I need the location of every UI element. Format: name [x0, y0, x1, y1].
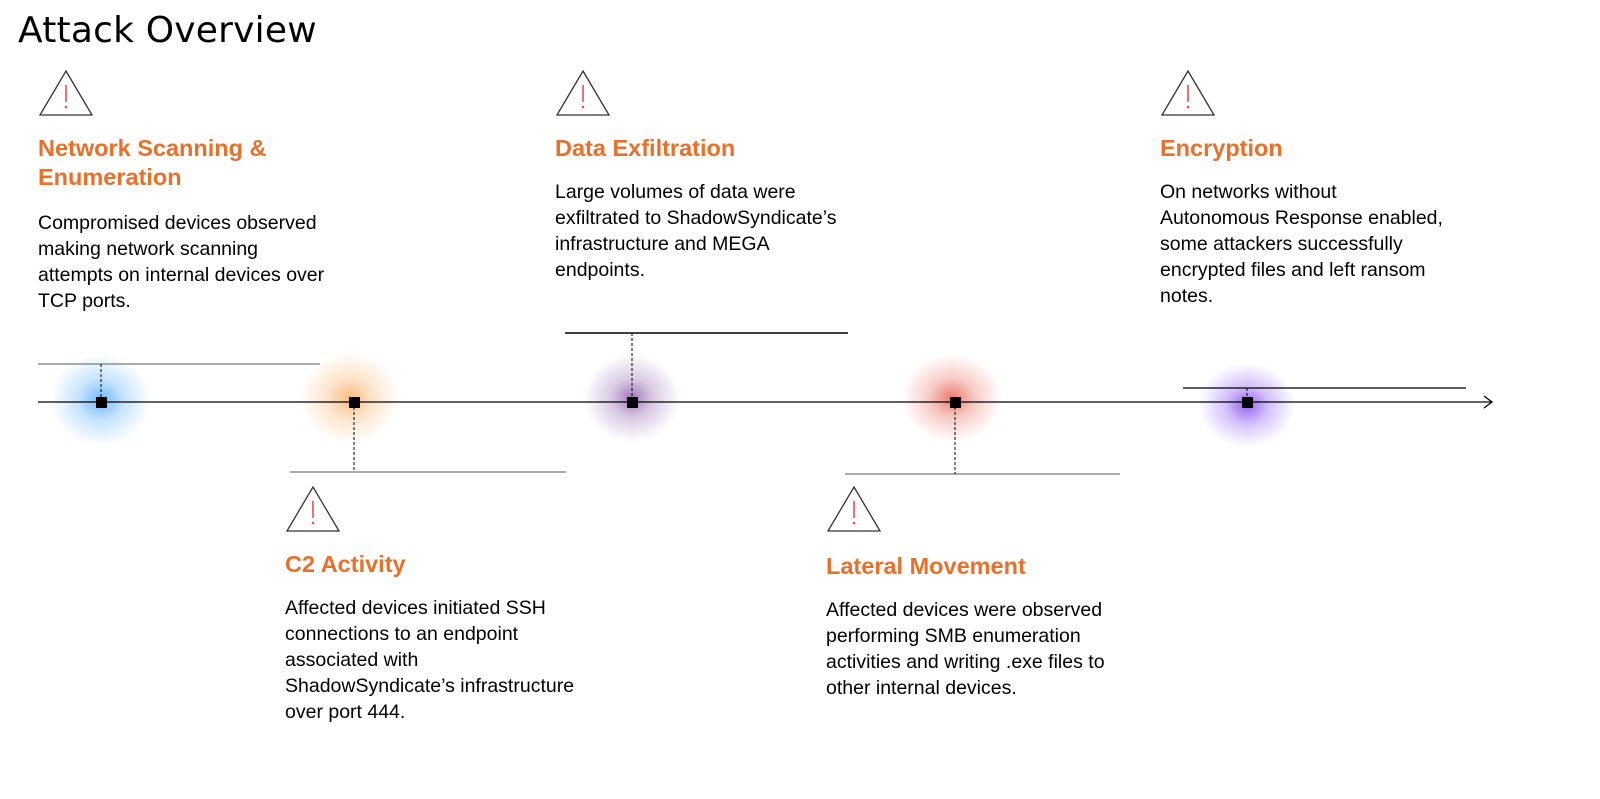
- event-description: Affected devices initiated SSH connections to an endpoint associated with ShadowSyndicate’s infrastructure over port 444.: [285, 597, 575, 723]
- marker-scan: [96, 397, 107, 408]
- marker-c2: [349, 397, 360, 408]
- event-title: Network Scanning & Enumeration: [38, 135, 267, 190]
- event-card-c2-activity: [285, 484, 575, 725]
- event-title: Lateral Movement: [826, 553, 1026, 579]
- event-title: Data Exfiltration: [555, 135, 736, 161]
- warning-triangle-icon: [826, 484, 882, 534]
- event-title: Encryption: [1160, 135, 1283, 161]
- event-card-lateral-movement: [826, 484, 1116, 701]
- marker-exfil: [627, 397, 638, 408]
- event-description: Affected devices were observed performing SMB enumeration activities and writing .exe files to other internal devices.: [826, 599, 1105, 699]
- event-card-encryption: [1160, 68, 1450, 309]
- event-description: Compromised devices observed making network scanning attempts on internal devices over TCP ports.: [38, 212, 325, 312]
- event-card-network-scanning: [38, 68, 338, 314]
- warning-triangle-icon: [38, 68, 94, 118]
- warning-triangle-icon: [1160, 68, 1216, 118]
- page-title: Attack Overview: [18, 10, 317, 51]
- marker-lateral: [950, 397, 961, 408]
- event-description: On networks without Autonomous Response enabled, some attackers successfully encrypted files and left ransom notes.: [1160, 181, 1443, 307]
- event-description: Large volumes of data were exfiltrated to ShadowSyndicate’s infrastructure and MEGA endpoints.: [555, 181, 837, 281]
- warning-triangle-icon: [555, 68, 611, 118]
- warning-triangle-icon: [285, 484, 341, 534]
- marker-encryption: [1242, 397, 1253, 408]
- event-card-data-exfiltration: [555, 68, 845, 283]
- event-title: C2 Activity: [285, 551, 406, 577]
